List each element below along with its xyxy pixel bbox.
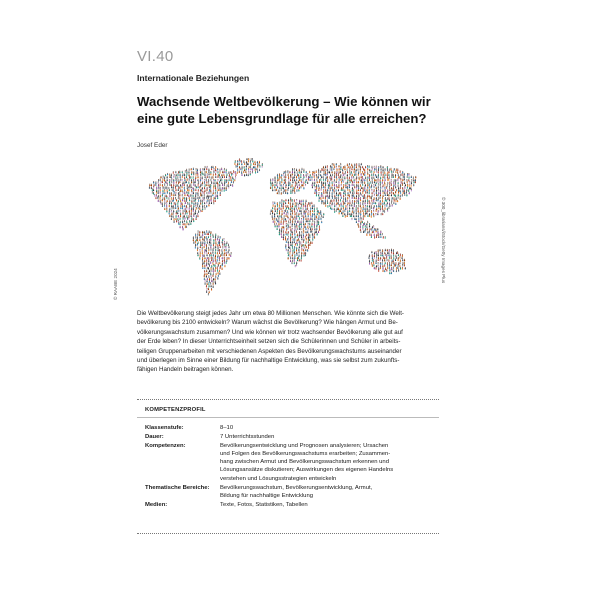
profile-row	[145, 433, 437, 441]
intro-line: teiligen Gruppenarbeiten mit verschiedenen Aspekten des Bevölkerungswachstums auseinander	[137, 347, 402, 355]
profile-row	[145, 484, 437, 501]
competence-profile	[145, 424, 437, 509]
author: Josef Eder	[137, 142, 168, 149]
profile-label: Kompetenzen:	[145, 442, 186, 449]
page-title	[137, 93, 437, 127]
intro-line: der Erde leben? In dieser Unterrichtseinheit setzen sich die Schülerinnen und Schüler in arbeits-	[137, 338, 401, 346]
profile-value	[220, 484, 437, 501]
intro-text	[137, 309, 439, 375]
divider	[137, 533, 439, 534]
profile-label: Medien:	[145, 501, 168, 508]
divider	[137, 399, 439, 400]
divider	[137, 417, 439, 418]
profile-label: Thematische Bereiche:	[145, 484, 210, 491]
profile-value-line: Bildung für nachhaltige Entwicklung	[220, 492, 313, 499]
title-line-2: eine gute Lebensgrundlage für alle erreichen?	[137, 111, 427, 126]
profile-value	[220, 442, 437, 483]
section-label: Internationale Beziehungen	[137, 73, 250, 83]
profile-value-line: hang zwischen Armut und Bevölkerungswachstum erkennen und	[220, 459, 389, 466]
intro-line: völkerungswachstum zusammen? Und wie können wir trotz wachsender Bevölkerung alle gut auf	[137, 328, 403, 336]
profile-value: Texte, Fotos, Statistiken, Tabellen	[220, 501, 308, 508]
profile-row	[145, 501, 437, 509]
intro-line: bevölkerung bis 2100 entwickeln? Warum wächst die Bevölkerung? Wie hängen Armut und Be-	[137, 319, 398, 327]
photo-credit: © 300_librarians/iStock/Getty Images Plus	[441, 197, 446, 284]
intro-line: Die Weltbevölkerung steigt jedes Jahr um etwa 80 Millionen Menschen. Wie könnte sich die Welt-	[137, 310, 404, 317]
profile-value: 7 Unterrichtsstunden	[220, 433, 275, 440]
profile-value: 8–10	[220, 425, 234, 431]
unit-code: VI.40	[137, 48, 174, 65]
profile-value-line: und Folgen des Bevölkerungswachstums erarbeiten; Zusammen-	[220, 450, 391, 457]
profile-value-line: Bevölkerungswachstum, Bevölkerungsentwicklung, Armut,	[220, 484, 373, 491]
profile-label: Dauer:	[145, 433, 164, 440]
world-map-of-people-image	[142, 158, 428, 300]
copyright-note: © RAABE 2024	[113, 268, 118, 300]
profile-value-line: verstehen und Lösungsstrategien entwickeln	[220, 475, 337, 482]
title-line-1: Wachsende Weltbevölkerung – Wie können wir	[137, 94, 431, 109]
profile-heading: KOMPETENZPROFIL	[145, 407, 206, 413]
profile-row	[145, 424, 437, 432]
profile-row	[145, 442, 437, 483]
intro-line: und überlegen im Sinne einer Bildung für nachhaltige Entwicklung, was sie selbst zum zukunfts-	[137, 357, 400, 365]
profile-label: Klassenstufe:	[145, 425, 184, 431]
intro-line: fähigen Handeln beitragen können.	[137, 366, 234, 374]
profile-value-line: Lösungsansätze diskutieren; Auswirkungen des eigenen Handelns	[220, 467, 394, 474]
profile-value-line: Bevölkerungsentwicklung und Prognosen analysieren; Ursachen	[220, 442, 389, 449]
